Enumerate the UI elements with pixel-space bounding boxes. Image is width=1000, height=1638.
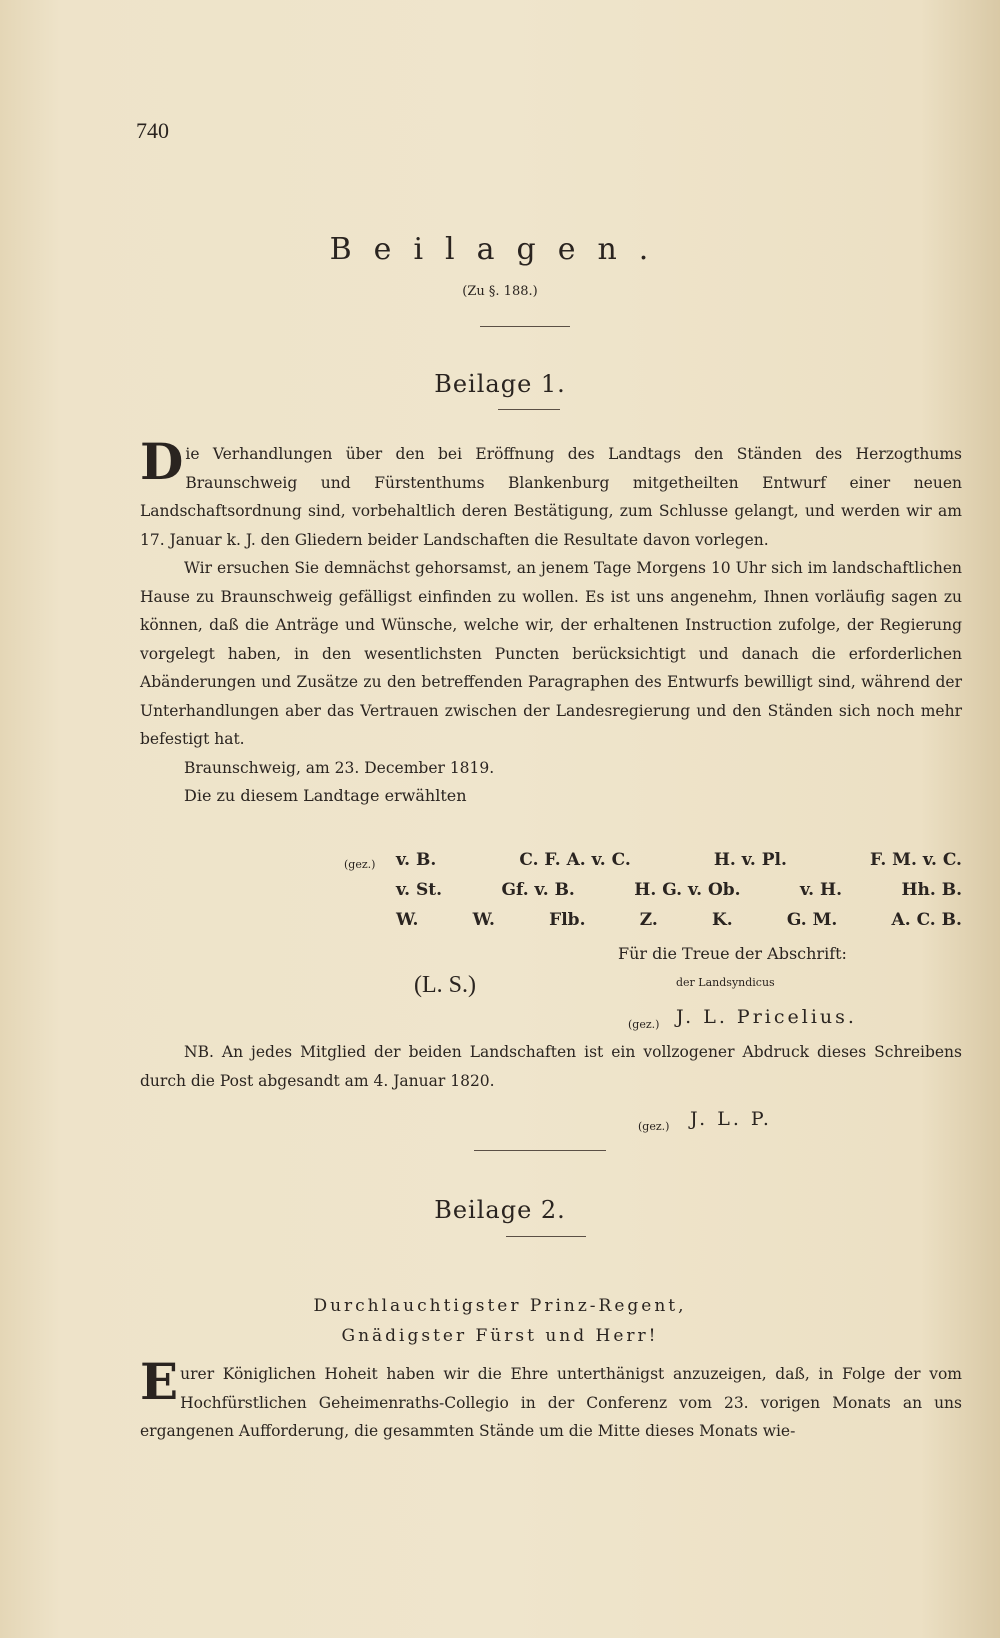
signatory: F. M. v. C. [869, 850, 962, 870]
signatory: v. St. [396, 880, 443, 900]
paragraph: Wir ersuchen Sie demnächst gehorsamst, an jenem Tage Morgens 10 Uhr sich im landschaftlichen Hause zu Braunschweig gefälligst einfinden zu wollen. Es ist uns angenehm, Ihnen vorläufig sagen zu können, daß die Anträge und Wünsche, welche wir, der erhaltenen Instruction zufolge, der Regierung vorgelegt haben, in den wesentlichsten Puncten berücksichtigt und danach die erforderlichen Abänderungen und Zusätze zu den betreffenden Paragraphen des Entwurfs bewilligt sind, während der Unterhandlungen aber das Vertrauen zwischen der Landesregierung und den Ständen sich noch mehr befestigt hat. [140, 559, 962, 748]
divider [506, 1236, 586, 1237]
signatory: v. B. [396, 850, 437, 870]
signatory: v. H. [800, 880, 843, 900]
signed-prefix: (gez.) [638, 1120, 670, 1133]
divider [498, 409, 560, 410]
signatory: C. F. A. v. C. [519, 850, 631, 870]
divider [474, 1150, 606, 1151]
signed-prefix: (gez.) [628, 1018, 660, 1031]
paragraph-text: urer Königlichen Hoheit haben wir die Ehre unterthänigst anzuzeigen, daß, in Folge der vom Hochfürstlichen Geheimenraths-Collegio in der Conferenz vom 23. vorigen Monats an uns ergangenen Aufforderung, die gesammten Stände um die Mitte dieses Monats wie- [140, 1365, 962, 1440]
beilage-2-heading: Beilage 2. [434, 1196, 566, 1224]
syndic-signature: J. L. Pricelius. [676, 1006, 857, 1028]
signatory: Flb. [549, 910, 586, 930]
certification: Für die Treue der Abschrift: [618, 944, 847, 963]
signatories-row-3 [396, 910, 962, 930]
signatory: Hh. B. [901, 880, 962, 900]
place-date: Braunschweig, am 23. December 1819. [184, 758, 495, 777]
beilage-2-body [140, 1352, 962, 1446]
syndic-title: der Landsyndicus [676, 976, 775, 989]
signatory: W. [472, 910, 495, 930]
dropcap: E [140, 1352, 179, 1411]
salutation-line-1: Durchlauchtigster Prinz-Regent, [313, 1296, 687, 1316]
paragraph-text: ie Verhandlungen über den bei Eröffnung des Landtags den Ständen des Herzogthums Braunschweig und Fürstenthums Blankenburg mitgetheilten Entwurf einer neuen Landschaftsordnung sind, vorbehaltlich deren Bestätigung, zum Schlusse gelangt, und werden wir am 17. Januar k. J. den Gliedern beider Landschaften die Resultate davon vorlegen. [140, 445, 962, 549]
nb-text: NB. An jedes Mitglied der beiden Landschaften ist ein vollzogener Abdruck dieses Schreibens durch die Post abgesandt am 4. Januar 1820. [140, 1043, 962, 1090]
beilage-1-body [140, 432, 962, 782]
paragraph [140, 432, 962, 554]
signatory: H. v. Pl. [713, 850, 787, 870]
nb-initials: J. L. P. [690, 1108, 772, 1130]
dropcap: D [140, 432, 184, 491]
signatories-row-1 [396, 850, 962, 870]
nb-note [140, 1038, 962, 1095]
signatory: W. [396, 910, 419, 930]
seal: (L. S.) [414, 972, 476, 998]
signatory: A. C. B. [891, 910, 962, 930]
beilage-1-heading: Beilage 1. [434, 370, 566, 398]
signatory: K. [711, 910, 733, 930]
salutation-line-2: Gnädigster Fürst und Herr! [341, 1326, 659, 1346]
signatory: Z. [639, 910, 658, 930]
signed-prefix: (gez.) [344, 858, 376, 871]
section-reference: (Zu §. 188.) [462, 284, 538, 299]
divider [480, 326, 570, 327]
signatory: H. G. v. Ob. [634, 880, 741, 900]
page-number: 740 [136, 118, 169, 143]
elected-intro: Die zu diesem Landtage erwählten [184, 786, 467, 805]
signatory: Gf. v. B. [501, 880, 575, 900]
page-title: Beilagen. [329, 232, 671, 267]
signatories-row-2 [396, 880, 962, 900]
paragraph [140, 1352, 962, 1446]
signatory: G. M. [786, 910, 838, 930]
